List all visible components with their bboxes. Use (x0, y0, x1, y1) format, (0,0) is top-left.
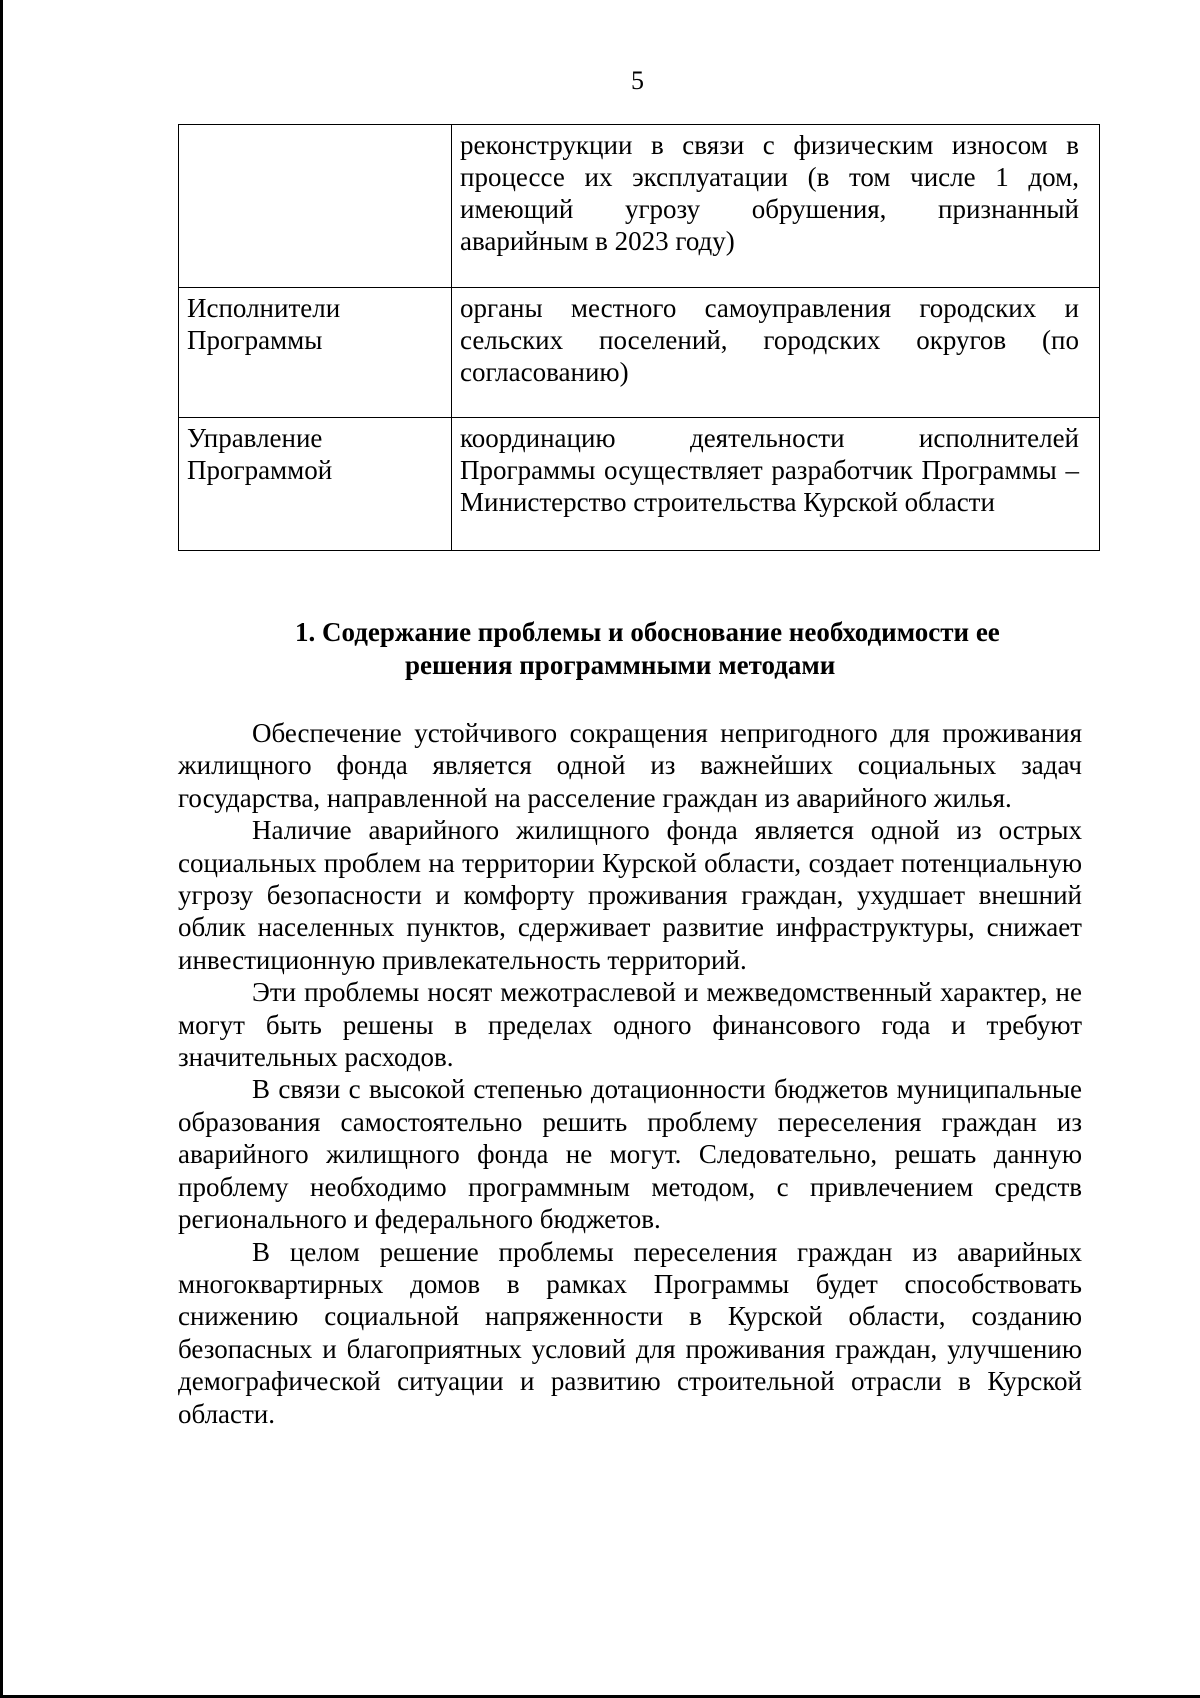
scan-edge-left (0, 0, 3, 1698)
paragraph: В целом решение проблемы переселения граждан из аварийных многоквартирных домов в рамках Программы будет способствовать снижению социальной напряженности в Курской области, созданию безопасных и благоприятных условий для проживания граждан, улучшению демографической ситуации и развитию строительной отрасли в Курской области. (178, 1236, 1082, 1429)
table-row-label: Управление Программой (179, 418, 452, 551)
paragraph: В связи с высокой степенью дотационности бюджетов муниципальные образования самостоятельно решить проблему переселения граждан из аварийного жилищного фонда не могут. Следовательно, решать данную проблему необходимо программным методом, с привлечением средств регионального и федерального бюджетов. (178, 1074, 1082, 1235)
table-row (179, 418, 1100, 551)
section-heading-line-1: 1. Содержание проблемы и обоснование необходимости ее (295, 617, 1000, 647)
table-row-content: координацию деятельности исполнителей Программы осуществляет разработчик Программы – Министерство строительства Курской области (452, 418, 1100, 551)
table-row-label: Исполнители Программы (179, 288, 452, 418)
table-row (179, 288, 1100, 418)
table-row-label (179, 125, 452, 288)
paragraph: Эти проблемы носят межотраслевой и межведомственный характер, не могут быть решены в пределах одного финансового года и требуют значительных расходов. (178, 977, 1082, 1073)
page-number: 5 (631, 66, 644, 95)
table-row-content: реконструкции в связи с физическим износом в процессе их эксплуатации (в том числе 1 дом, имеющий угрозу обрушения, признанный аварийным в 2023 году) (452, 125, 1100, 288)
section-heading (178, 616, 1100, 682)
paragraph: Обеспечение устойчивого сокращения непригодного для проживания жилищного фонда является одной из важнейших социальных задач государства, направленной на расселение граждан из аварийного жилья. (178, 718, 1082, 813)
section-body (178, 717, 1082, 1430)
table-row (179, 125, 1100, 288)
paragraph: Наличие аварийного жилищного фонда является одной из острых социальных проблем на территории Курской области, создает потенциальную угрозу безопасности и комфорту проживания граждан, ухудшает внешний облик населенных пунктов, сдерживает развитие инфраструктуры, снижает инвестиционную привлекательность территорий. (178, 815, 1082, 975)
program-passport-table (178, 124, 1100, 551)
section-heading-line-2: решения программными методами (405, 650, 836, 680)
table-row-content: органы местного самоуправления городских и сельских поселений, городских округов (по согласованию) (452, 288, 1100, 418)
